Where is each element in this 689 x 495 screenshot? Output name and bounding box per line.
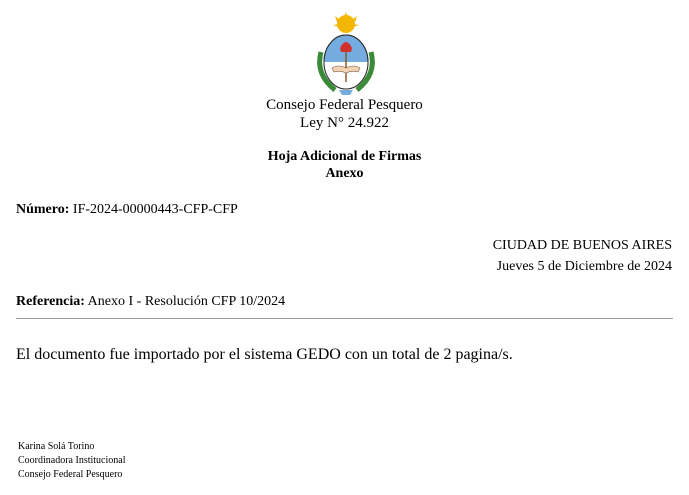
signer-role: Coordinadora Institucional <box>18 455 126 466</box>
document-date: Jueves 5 de Diciembre de 2024 <box>496 259 672 274</box>
document-subtitle: Anexo <box>325 166 364 181</box>
numero-value: IF-2024-00000443-CFP-CFP <box>72 202 238 217</box>
document-title: Hoja Adicional de Firmas <box>267 149 422 164</box>
referencia-value: Anexo I - Resolución CFP 10/2024 <box>87 294 286 309</box>
divider <box>16 318 673 319</box>
signer-organization: Consejo Federal Pesquero <box>18 469 123 480</box>
referencia-row <box>16 293 285 310</box>
national-coat-of-arms-icon <box>311 12 381 96</box>
organization-name: Consejo Federal Pesquero <box>266 97 423 113</box>
law-number: Ley N° 24.922 <box>300 115 389 131</box>
numero-row <box>16 201 238 218</box>
referencia-label: Referencia: <box>16 294 85 309</box>
city: CIUDAD DE BUENOS AIRES <box>492 238 672 253</box>
body-text: El documento fue importado por el sistema GEDO con un total de 2 pagina/s. <box>16 346 513 363</box>
signer-name: Karina Solá Torino <box>18 441 95 452</box>
numero-label: Número: <box>16 202 70 217</box>
